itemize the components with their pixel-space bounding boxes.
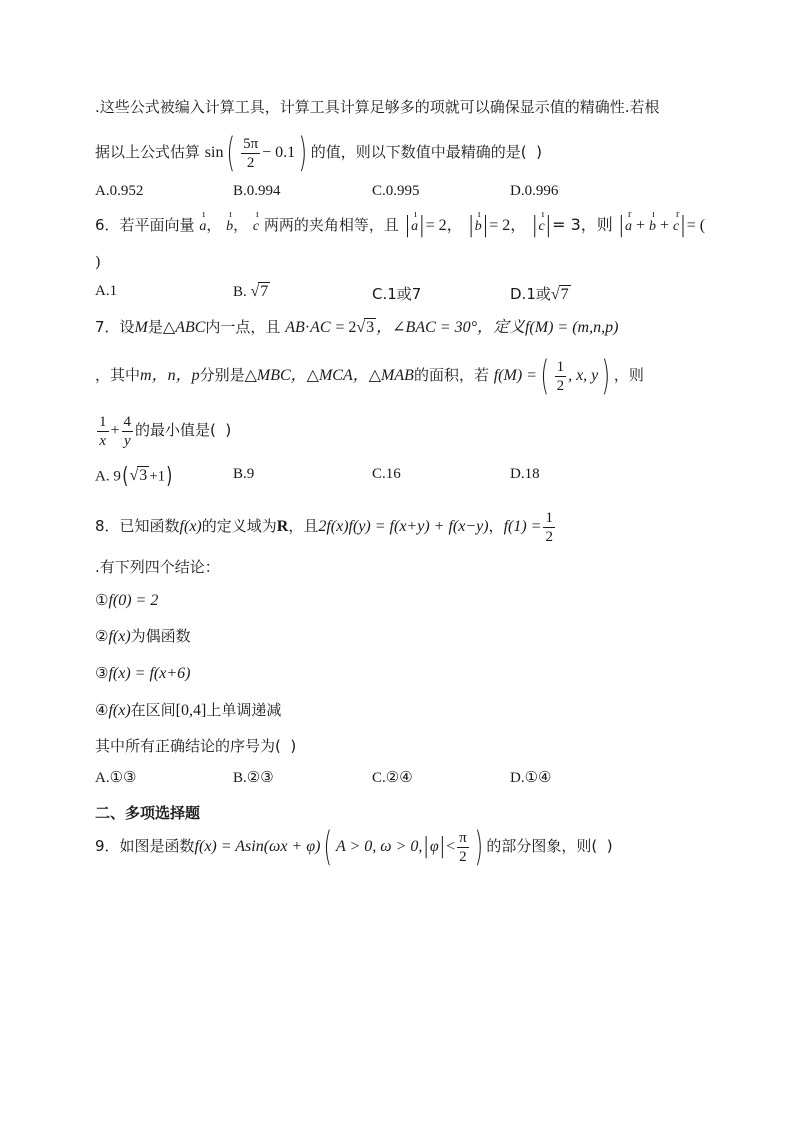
q7-option-d[interactable]: D.18	[510, 466, 540, 482]
q5-text-line1	[95, 97, 660, 117]
q8-intro: .有下列四个结论：	[95, 558, 220, 576]
q6-option-b[interactable]: B. √7	[233, 283, 269, 300]
q7-number: 7．设	[95, 318, 135, 336]
q8-conclusion-3: ③f(x) = f(x+6)	[95, 664, 191, 682]
sin-label: sin	[204, 144, 224, 161]
q6-number: 6．若平面向量	[95, 216, 195, 234]
q5-option-b[interactable]: B.0.994	[233, 183, 281, 199]
fraction-half: $\frac{1}{2}$	[556, 358, 565, 394]
q9-number: 9．如图是函数	[95, 837, 195, 855]
minus-term: − 0.1	[262, 144, 296, 161]
q7-stem-line1: 7．设M是△ABC内一点，且 AB·AC = 2√3 ，∠BAC = 30°，定义f(M) = (m,n,p)	[95, 318, 619, 336]
right-paren: )	[298, 130, 308, 176]
q5-option-c[interactable]: C.0.995	[372, 183, 420, 199]
q5-option-d[interactable]: D.0.996	[510, 183, 559, 199]
fraction-4-y: $\frac{4}{y}$	[123, 413, 132, 449]
q8-number: 8．已知函数	[95, 517, 180, 535]
left-paren: (	[226, 130, 236, 176]
q8-conclusion-2: ②f(x)为偶函数	[95, 627, 191, 645]
q7-stem-line3: $\frac{1}{x}$ + $\frac{4}{y}$ 的最小值是( )	[99, 413, 232, 449]
q7-stem-line2: ，其中m，n，p分别是△MBC，△MCA，△MAB的面积，若 f(M) =( $\frac{1}{2}$ , x, y) ，则	[95, 353, 644, 399]
q6-option-a[interactable]: A.1	[95, 283, 118, 299]
q8-option-c[interactable]: C.②④	[372, 770, 413, 786]
q8-stem: 8．已知函数f(x)的定义域为R，且2f(x)f(y) = f(x+y) + f(x−y)，f(1) = $\frac{1}{2}$	[95, 509, 553, 545]
q5-text-pre: 据以上公式估算	[95, 143, 201, 161]
vector-ac: AC	[310, 319, 331, 336]
vector-ab: AB	[285, 319, 305, 336]
q6-close: )	[95, 253, 101, 271]
q6-text: 两两的夹角相等，且	[263, 216, 399, 234]
sqrt-7-d: √7	[550, 286, 569, 303]
section-heading-multiple-choice: 二、多项选择题	[95, 804, 201, 822]
q7-option-c[interactable]: C.16	[372, 466, 401, 482]
sqrt-7: √7	[250, 283, 269, 300]
q8-conclusion-1: ①f(0) = 2	[95, 591, 159, 609]
vector-b: ı b	[226, 217, 233, 237]
fraction-1-x: $\frac{1}{x}$	[99, 413, 107, 449]
q5-text-line2	[95, 130, 543, 176]
q5-text-post: 的值，则以下数值中最精确的是( )	[310, 143, 543, 161]
q7-option-b[interactable]: B.9	[233, 466, 255, 482]
fraction-q8-half: $\frac{1}{2}$	[545, 509, 553, 545]
sqrt-3: √3	[356, 319, 375, 336]
vector-a: ı a	[199, 217, 206, 237]
fraction-pi-2: $\frac{\pi}{2}$	[459, 829, 467, 865]
q8-option-d[interactable]: D.①④	[510, 770, 552, 786]
fraction-5pi-2: $\frac{5\pi}{2}$	[243, 135, 259, 171]
q6-stem: 6．若平面向量 ı a， ı b， ı c 两两的夹角相等，且 |ı a|= 2， |ı b|= 2， |ı c|= 3，则 |r a + ı b + r c|= (	[95, 215, 705, 237]
q8-conclusion-4: ④f(x)在区间[0,4]上单调递减	[95, 701, 282, 719]
q5-option-a[interactable]: A.0.952	[95, 183, 144, 199]
q8-question: 其中所有正确结论的序号为( )	[95, 737, 297, 755]
q7-option-a[interactable]: A. 9(√3 +1)	[95, 464, 173, 489]
q6-option-d[interactable]: D.1或√7	[510, 285, 569, 303]
q6-option-c[interactable]: C.1或7	[372, 285, 422, 303]
q5-text: .这些公式被编入计算工具，计算工具计算足够多的项就可以确保显示值的精确性.若根	[95, 98, 660, 116]
vector-c: ı c	[253, 217, 259, 237]
q9-stem: 9．如图是函数f(x) = Asin(ωx + φ)( A > 0, ω > 0,|φ|< $\frac{\pi}{2}$ ) 的部分图象，则( )	[95, 824, 613, 870]
q8-option-a[interactable]: A.①③	[95, 770, 137, 786]
q8-option-b[interactable]: B.②③	[233, 770, 274, 786]
